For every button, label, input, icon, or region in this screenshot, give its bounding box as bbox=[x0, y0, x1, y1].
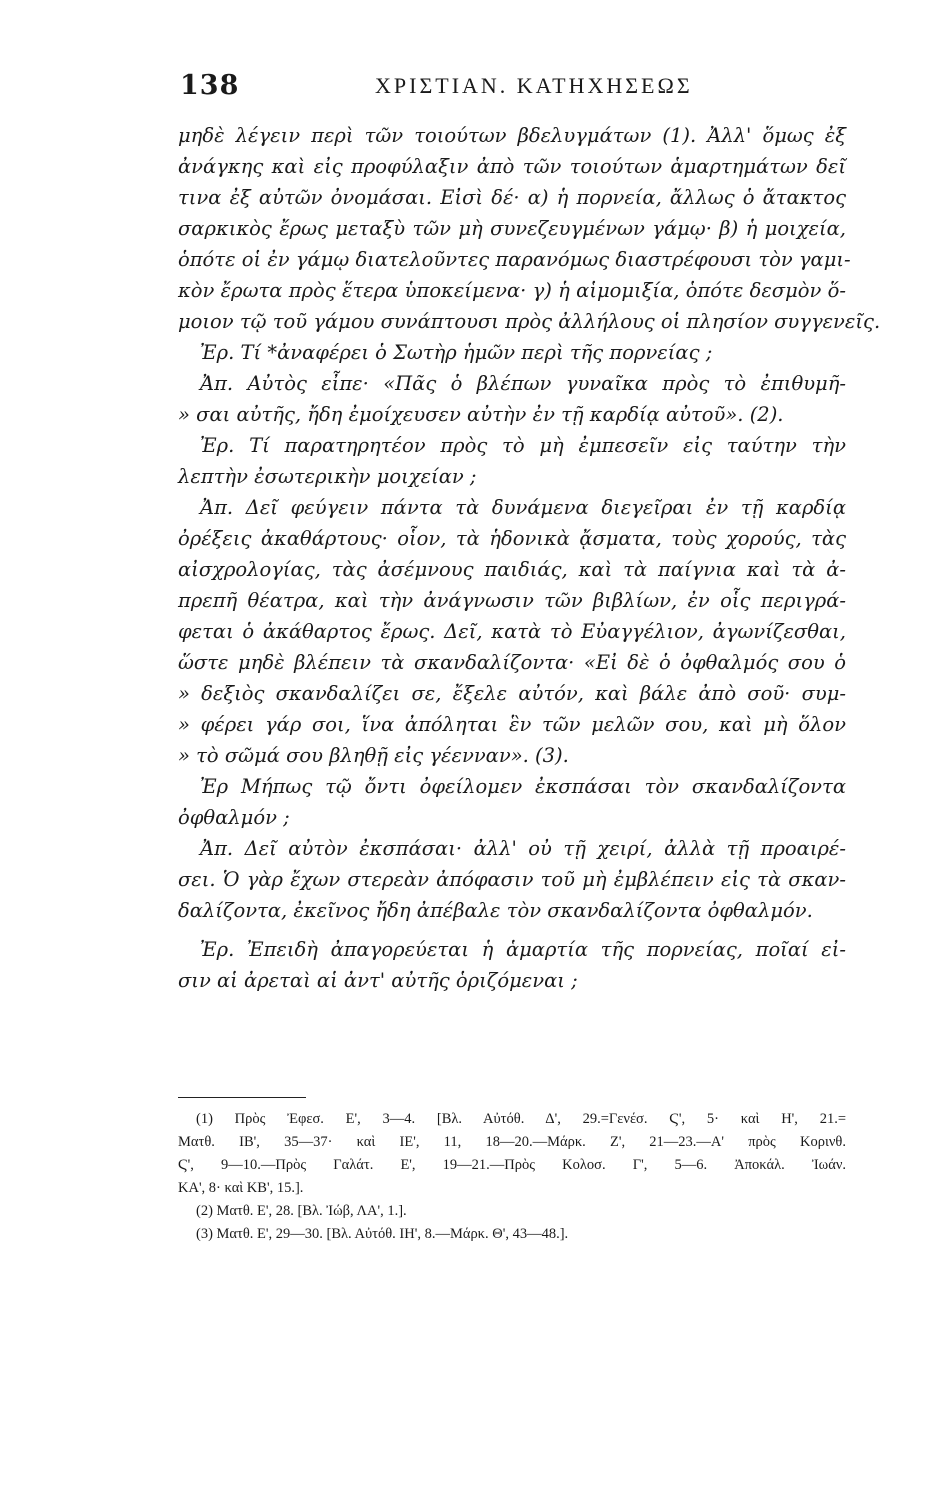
text-line: ὀφθαλμόν ; bbox=[178, 806, 290, 829]
text-line: » σαι αὐτῆς, ἤδη ἐμοίχευσεν αὐτὴν ἐν τῇ καρδίᾳ αὐτοῦ». (2). bbox=[178, 403, 784, 426]
footnote-line: (2) Ματθ. Ε', 28. [Βλ. Ἰώβ, ΛΑ', 1.]. bbox=[196, 1203, 407, 1219]
question-line: Ἐρ. Ἐπειδὴ ἀπαγορεύεται ἡ ἁμαρτία τῆς πορνείας, ποῖαί εἰ- bbox=[200, 938, 846, 961]
text-line: λεπτὴν ἐσωτερικὴν μοιχείαν ; bbox=[178, 465, 477, 488]
text-line: σει. Ὁ γὰρ ἔχων στερεὰν ἀπόφασιν τοῦ μὴ ἐμβλέπειν εἰς τὰ σκαν- bbox=[178, 868, 846, 891]
answer-line: Ἀπ. Αὐτὸς εἶπε· «Πᾶς ὁ βλέπων γυναῖκα πρὸς τὸ ἐπιθυμῆ- bbox=[200, 372, 846, 395]
footnote-line: (3) Ματθ. Ε', 29—30. [Βλ. Αὐτόθ. ΙΗ', 8.—Μάρκ. Θ', 43—48.]. bbox=[196, 1226, 569, 1242]
footnote-line: (1) Πρὸς Ἐφεσ. Ε', 3—4. [Βλ. Αὐτόθ. Δ', 29.=Γενέσ. Ϛ', 5· καὶ Η', 21.= bbox=[196, 1111, 846, 1127]
running-title: ΧΡΙΣΤΙΑΝ. ΚΑΤΗΧΗΣΕΩΣ bbox=[375, 73, 693, 98]
footnote-line: Ματθ. ΙΒ', 35—37· καὶ ΙΕ', 11, 18—20.—Μάρκ. Ζ', 21—23.—Α' πρὸς Κορινθ. bbox=[178, 1134, 846, 1150]
text-line: σαρκικὸς ἔρως μεταξὺ τῶν μὴ συνεζευγμένων γάμῳ· β) ἡ μοιχεία, bbox=[178, 217, 846, 240]
text-line: ὀρέξεις ἀκαθάρτους· οἷον, τὰ ἡδονικὰ ᾄσματα, τοὺς χορούς, τὰς bbox=[178, 527, 846, 550]
text-line: μηδὲ λέγειν περὶ τῶν τοιούτων βδελυγμάτων (1). Ἀλλ' ὅμως ἐξ bbox=[178, 124, 846, 147]
footnote-line: Ϛ', 9—10.—Πρὸς Γαλάτ. Ε', 19—21.—Πρὸς Κολοσ. Γ', 5—6. Ἀποκάλ. Ἰωάν. bbox=[178, 1157, 846, 1173]
text-line: ἀνάγκης καὶ εἰς προφύλαξιν ἀπὸ τῶν τοιούτων ἁμαρτημάτων δεῖ bbox=[178, 155, 846, 178]
footnote-divider bbox=[178, 1097, 306, 1098]
text-line: δαλίζοντα, ἐκεῖνος ἤδη ἀπέβαλε τὸν σκανδαλίζοντα ὀφθαλμόν. bbox=[178, 899, 813, 922]
text-line: τινα ἐξ αὐτῶν ὀνομάσαι. Εἰσὶ δέ· α) ἡ πορνεία, ἄλλως ὁ ἄτακτος bbox=[178, 186, 846, 209]
footnotes bbox=[178, 1108, 846, 1246]
text-line: μοιον τῷ τοῦ γάμου συνάπτουσι πρὸς ἀλλήλους οἱ πλησίον συγγενεῖς. bbox=[178, 310, 881, 333]
text-line: κὸν ἔρωτα πρὸς ἕτερα ὑποκείμενα· γ) ἡ αἱμομιξία, ὁπότε δεσμὸν ὅ- bbox=[178, 279, 846, 302]
answer-line: Ἀπ. Δεῖ αὐτὸν ἐκσπάσαι· ἀλλ' οὐ τῇ χειρί, ἀλλὰ τῇ προαιρέ- bbox=[200, 837, 846, 860]
answer-line: Ἀπ. Δεῖ φεύγειν πάντα τὰ δυνάμενα διεγεῖραι ἐν τῇ καρδίᾳ bbox=[200, 496, 846, 519]
text-line: αἰσχρολογίας, τὰς ἀσέμνους παιδιάς, καὶ τὰ παίγνια καὶ τὰ ἀ- bbox=[178, 558, 846, 581]
question-line: Ἐρ. Τί παρατηρητέον πρὸς τὸ μὴ ἐμπεσεῖν εἰς ταύτην τὴν bbox=[200, 434, 846, 457]
text-line: » φέρει γάρ σοι, ἵνα ἀπόληται ἓν τῶν μελῶν σου, καὶ μὴ ὅλον bbox=[178, 713, 846, 736]
text-line: » δεξιὸς σκανδαλίζει σε, ἔξελε αὐτόν, καὶ βάλε ἀπὸ σοῦ· συμ- bbox=[178, 682, 846, 705]
body-text bbox=[178, 120, 881, 996]
text-line: ὥστε μηδὲ βλέπειν τὰ σκανδαλίζοντα· «Εἰ δὲ ὁ ὀφθαλμός σου ὁ bbox=[178, 651, 846, 674]
question-line: Ἐρ. Τί *ἀναφέρει ὁ Σωτὴρ ἡμῶν περὶ τῆς πορνείας ; bbox=[200, 341, 713, 364]
text-line: σιν αἱ ἀρεταὶ αἱ ἀντ' αὐτῆς ὁριζόμεναι ; bbox=[178, 969, 578, 992]
text-line: » τὸ σῶμά σου βληθῇ εἰς γέενναν». (3). bbox=[178, 744, 569, 767]
text-line: ὁπότε οἱ ἐν γάμῳ διατελοῦντες παρανόμως διαστρέφουσι τὸν γαμι- bbox=[178, 248, 851, 271]
footnote-line: ΚΑ', 8· καὶ ΚΒ', 15.]. bbox=[178, 1180, 304, 1196]
question-line: Ἐρ Μήπως τῷ ὄντι ὀφείλομεν ἐκσπάσαι τὸν σκανδαλίζοντα bbox=[200, 775, 846, 798]
page-number: 138 bbox=[180, 70, 240, 101]
text-line: φεται ὁ ἀκάθαρτος ἔρως. Δεῖ, κατὰ τὸ Εὐαγγέλιον, ἀγωνίζεσθαι, bbox=[178, 620, 846, 643]
text-line: πρεπῆ θέατρα, καὶ τὴν ἀνάγνωσιν τῶν βιβλίων, ἐν οἷς περιγρά- bbox=[178, 589, 846, 612]
paragraph-gap bbox=[178, 926, 846, 934]
page-header bbox=[180, 70, 900, 106]
